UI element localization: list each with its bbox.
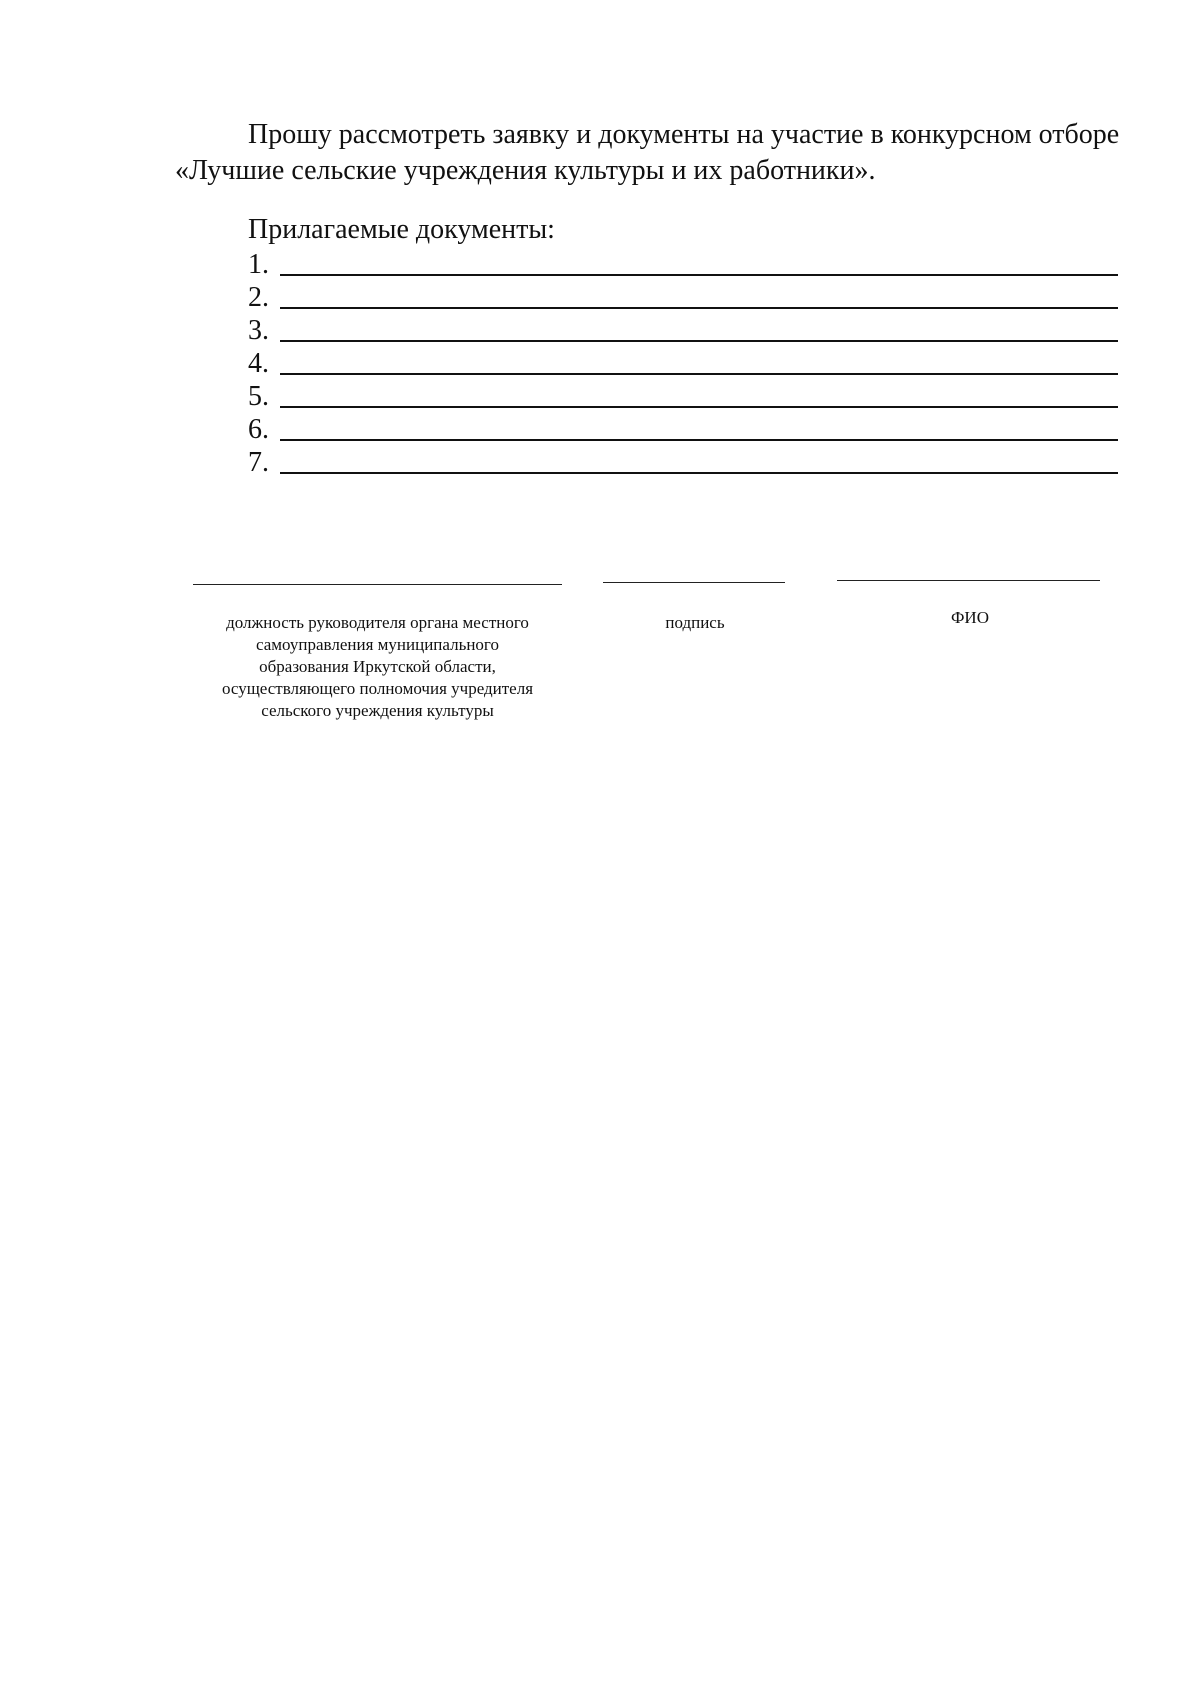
- position-caption-line: должность руководителя органа местного: [226, 613, 529, 632]
- position-caption-line: самоуправления муниципального: [256, 635, 499, 654]
- blank-fill-line: [280, 318, 1118, 342]
- attachment-item: [248, 412, 1118, 445]
- position-caption: [185, 612, 570, 722]
- attachment-number: 5.: [248, 381, 269, 412]
- attachment-item: [248, 247, 1118, 280]
- intro-paragraph: [175, 117, 1135, 189]
- attachment-item: [248, 280, 1118, 313]
- position-caption-line: сельского учреждения культуры: [261, 701, 494, 720]
- fio-caption: ФИО: [951, 608, 989, 627]
- attachment-item: [248, 346, 1118, 379]
- blank-fill-line: [280, 351, 1118, 375]
- intro-line: Прошу рассмотреть заявку и документы на участие в конкурсном отборе: [248, 119, 1120, 150]
- attachments-heading: Прилагаемые документы:: [248, 214, 555, 245]
- signature-caption: подпись: [665, 613, 725, 632]
- blank-fill-line: [280, 450, 1118, 474]
- attachment-number: 1.: [248, 249, 269, 280]
- attachment-item: [248, 379, 1118, 412]
- intro-line: «Лучшие сельские учреждения культуры и их работники».: [175, 155, 876, 186]
- attachment-item: [248, 445, 1118, 478]
- signature-line: [603, 582, 785, 583]
- position-caption-line: образования Иркутской области,: [259, 657, 496, 676]
- attachment-number: 3.: [248, 315, 269, 346]
- position-signature-line: [193, 584, 562, 585]
- blank-fill-line: [280, 384, 1118, 408]
- attachment-number: 6.: [248, 414, 269, 445]
- blank-fill-line: [280, 285, 1118, 309]
- blank-fill-line: [280, 252, 1118, 276]
- blank-fill-line: [280, 417, 1118, 441]
- attachment-number: 7.: [248, 447, 269, 478]
- attachment-number: 2.: [248, 282, 269, 313]
- position-caption-line: осуществляющего полномочия учредителя: [221, 679, 534, 698]
- attachment-item: [248, 313, 1118, 346]
- fio-signature-line: [837, 580, 1100, 581]
- attachment-number: 4.: [248, 348, 269, 379]
- attachments-list: [248, 247, 1118, 478]
